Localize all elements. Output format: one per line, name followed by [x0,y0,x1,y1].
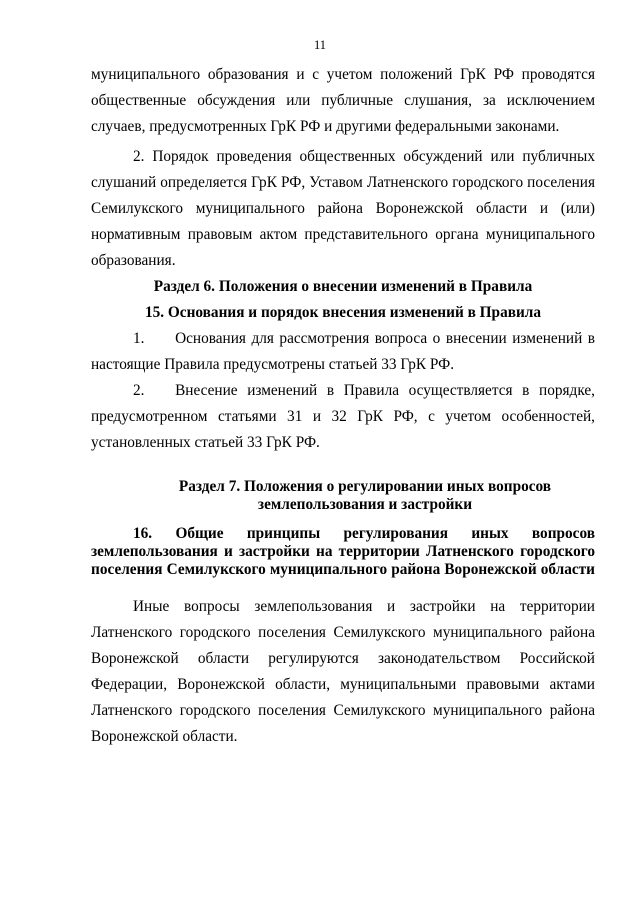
text-line: Воронежской области регулируются законодательством Российской [91,650,595,667]
text-line: муниципального образования и с учетом положений ГрК РФ проводятся [91,66,595,83]
text-line: Воронежской области. [91,728,238,745]
text-line: Иные вопросы землепользования и застройки на территории [133,598,595,615]
section-7-heading [175,478,555,514]
text-line: слушаний определяется ГрК РФ, Уставом Латненского городского поселения [91,174,595,191]
list-item-1 [91,326,595,378]
text-line: 2. Внесение изменений в Правила осуществляется в порядке, [133,382,595,399]
text-line: нормативным правовым актом представительного органа муниципального [91,226,595,243]
heading-line: поселения Семилукского муниципального района Воронежской области [91,561,595,578]
section-6-heading [91,274,595,300]
heading-line: Раздел 7. Положения о регулировании иных вопросов [178,478,552,495]
paragraph-other-questions [91,594,595,750]
article-16-heading [91,525,595,579]
text-line: случаев, предусмотренных ГрК РФ и другими федеральными законами. [91,118,560,135]
text-line: Латненского городского поселения Семилукского муниципального района [91,702,595,719]
article-15-heading [91,300,595,326]
text-line: 1. Основания для рассмотрения вопроса о внесении изменений в [133,330,595,347]
heading-line: Раздел 6. Положения о внесении изменений в Правила [153,278,533,295]
text-line: Семилукского муниципального района Воронежской области и (или) [91,200,595,217]
text-line: общественные обсуждения или публичные слушания, за исключением [91,92,595,109]
list-item-2 [91,378,595,456]
page-number: 11 [313,38,327,52]
heading-line: 16. Общие принципы регулирования иных вопросов [133,525,595,542]
text-line: установленных статьей 33 ГрК РФ. [91,434,320,451]
text-line: 2. Порядок проведения общественных обсуждений или публичных [133,148,595,165]
heading-line: 15. Основания и порядок внесения изменений в Правила [144,304,542,321]
heading-line: землепользования и застройки [257,496,473,513]
text-line: предусмотренном статьями 31 и 32 ГрК РФ, с учетом особенностей, [91,408,595,425]
paragraph-procedure [91,144,595,274]
text-line: настоящие Правила предусмотрены статьей 33 ГрК РФ. [91,356,455,373]
heading-line: землепользования и застройки на территории Латненского городского [91,543,595,560]
text-line: Латненского городского поселения Семилукского муниципального района [91,624,595,641]
paragraph-continuation [91,62,595,140]
text-line: Федерации, Воронежской области, муниципальными правовыми актами [91,676,595,693]
text-line: образования. [91,252,176,269]
